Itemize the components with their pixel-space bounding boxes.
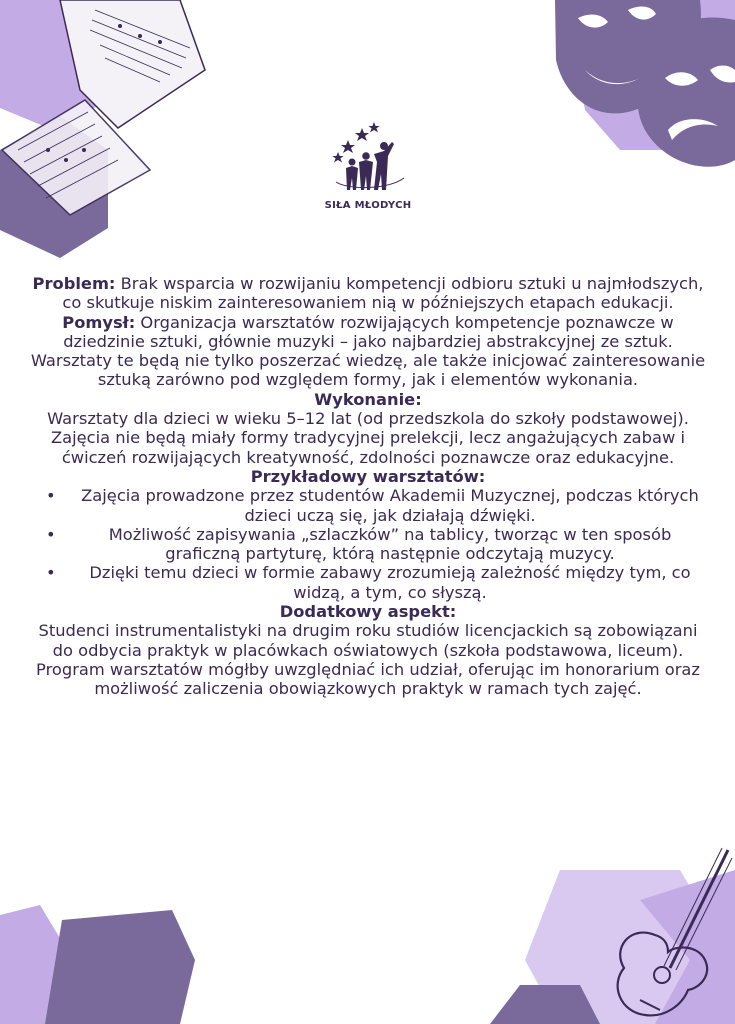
- theater-masks-icon: [555, 0, 735, 167]
- idea-paragraph: [28, 313, 708, 390]
- hexagon-decoration-bottom-right: [490, 870, 735, 1024]
- hexagon-decoration-bottom-left: [0, 905, 195, 1024]
- people-stars-icon: [328, 122, 408, 192]
- execution-heading: Wykonanie:: [314, 389, 422, 409]
- main-content: [28, 274, 708, 699]
- example-heading: Przykładowy warsztatów:: [250, 466, 486, 486]
- extra-heading: Dodatkowy aspekt:: [279, 602, 457, 622]
- extra-text: Studenci instrumentalistyki na drugim roku studiów licencjackich są zobowiązani do odbycia praktyk w placówkach oświatowych (szkoła podstawowa, liceum). Program warsztatów mógłby uwzględniać ich udział, oferując im honorarium oraz możliwość zaliczenia obowiązkowych praktyk w ramach tych zajęć.: [36, 621, 700, 699]
- list-item: • Możliwość zapisywania „szlaczków” na tablicy, tworząc w ten sposób graficzną partyturę, którą następnie odczytają muzycy.: [28, 525, 708, 564]
- problem-text: Brak wsparcia w rozwijaniu kompetencji odbioru sztuki u najmłodszych, co skutkuje niskim zainteresowaniem nią w późniejszych etapach edukacji.: [62, 274, 704, 313]
- brand-logo: [318, 122, 418, 211]
- idea-label: Pomysł:: [62, 312, 136, 332]
- execution-text: Warsztaty dla dzieci w wieku 5–12 lat (od przedszkola do szkoły podstawowej). Zajęcia nie będą miały formy tradycyjnej prelekcji, lecz angażujących zabaw i ćwiczeń rozwijających kreatywność, zdolności poznawcze oraz edukacyjne.: [47, 409, 689, 467]
- problem-label: Problem:: [32, 274, 116, 293]
- brand-name: SIŁA MŁODYCH: [324, 200, 412, 211]
- list-item: • Dzięki temu dzieci w formie zabawy zrozumieją zależność między tym, co widzą, a tym, co słyszą.: [28, 563, 708, 602]
- problem-paragraph: [28, 274, 708, 313]
- idea-text: Organizacja warsztatów rozwijających kompetencje poznawcze w dziedzinie sztuki, głównie muzyki – jako najbardziej abstrakcyjnej ze sztuk. Warsztaty te będą nie tylko poszerzać wiedzę, ale także inicjować zainteresowanie sztuką zarówno pod względem formy, jak i elementów wykonania.: [30, 312, 706, 390]
- example-list: [28, 486, 708, 602]
- list-item: • Zajęcia prowadzone przez studentów Akademii Muzycznej, podczas których dzieci uczą się, jak działają dźwięki.: [28, 486, 708, 525]
